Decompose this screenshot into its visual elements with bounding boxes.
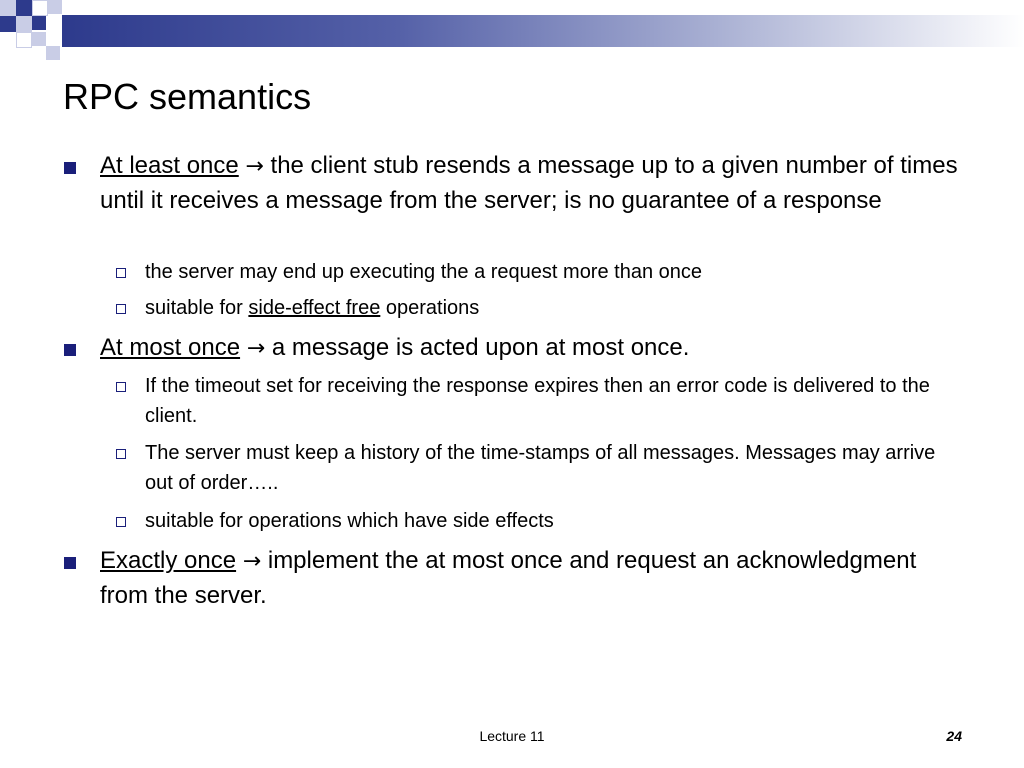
slide-title: RPC semantics xyxy=(63,76,312,117)
bullet-at-most-once xyxy=(100,331,960,366)
bullet-text: a message is acted upon at most once. xyxy=(265,334,690,361)
sub-bullet xyxy=(145,293,965,323)
bullet-exactly-once xyxy=(100,544,960,613)
arrow-right-icon: → xyxy=(245,154,264,179)
page-number: 24 xyxy=(946,728,962,744)
deco-square xyxy=(16,0,32,16)
footer-lecture: Lecture 11 xyxy=(479,728,545,744)
underlined-term: side-effect free xyxy=(248,297,381,319)
hollow-square-bullet-icon xyxy=(116,304,126,314)
arrow-right-icon: → xyxy=(242,549,262,574)
sub-bullet-text: The server must keep a history of the time-stamps of all messages. Messages may arrive out of order….. xyxy=(145,442,936,494)
hollow-square-bullet-icon xyxy=(116,449,126,459)
deco-square xyxy=(46,46,60,60)
bullet-text: the client stub resends a message up to a given number of times until it receives a message from the server; is no guarantee of a response xyxy=(100,152,958,214)
hollow-square-bullet-icon xyxy=(116,517,126,527)
sub-bullet-text: suitable for xyxy=(145,297,249,319)
deco-square xyxy=(16,32,32,48)
sub-bullet xyxy=(145,506,965,536)
deco-square xyxy=(32,16,46,30)
bullet-at-least-once xyxy=(100,149,960,218)
term-at-most-once: At most once xyxy=(100,334,241,361)
hollow-square-bullet-icon xyxy=(116,268,126,278)
term-at-least-once: At least once xyxy=(100,152,239,179)
deco-square xyxy=(48,0,62,14)
square-bullet-icon xyxy=(64,344,76,356)
deco-square xyxy=(16,16,32,32)
deco-square xyxy=(32,32,46,46)
arrow-right-icon: → xyxy=(246,336,266,361)
sub-bullet-text: the server may end up executing the a request more than once xyxy=(145,261,703,283)
bullet-text: implement the at most once and request an acknowledgment from the server. xyxy=(100,547,917,609)
deco-square xyxy=(32,0,48,16)
sub-bullet xyxy=(145,438,965,498)
square-bullet-icon xyxy=(64,557,76,569)
sub-bullet-text: operations xyxy=(380,297,480,319)
hollow-square-bullet-icon xyxy=(116,382,126,392)
deco-square xyxy=(0,0,16,16)
sub-bullet-text: If the timeout set for receiving the response expires then an error code is delivered to the client. xyxy=(145,375,930,427)
sub-bullet xyxy=(145,371,965,431)
sub-bullet-text: suitable for operations which have side effects xyxy=(145,510,554,532)
term-exactly-once: Exactly once xyxy=(100,547,237,574)
sub-bullet xyxy=(145,257,965,287)
title-gradient-bar xyxy=(62,15,1024,47)
deco-square xyxy=(0,16,16,32)
square-bullet-icon xyxy=(64,162,76,174)
